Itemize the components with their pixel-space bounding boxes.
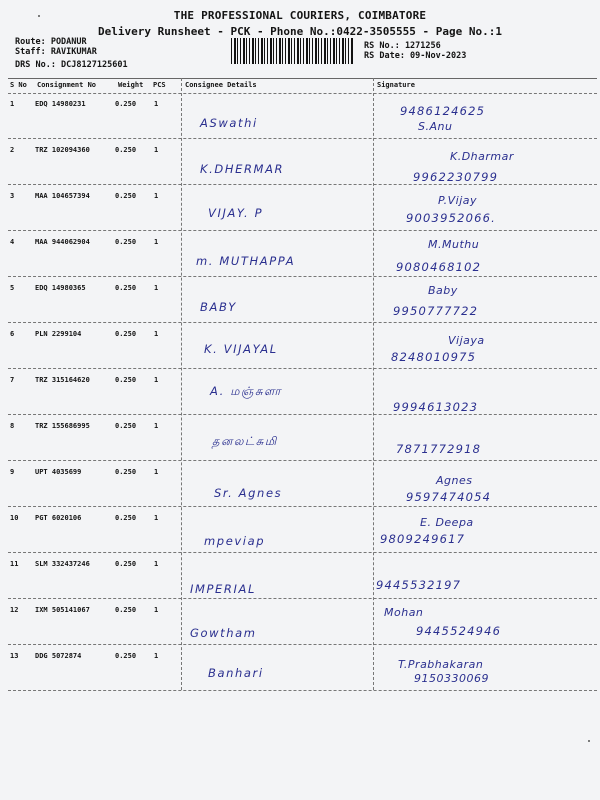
row-consignment: SLM 332437246	[35, 560, 90, 568]
row-sno: 6	[10, 330, 15, 338]
runsheet-subtitle: Delivery Runsheet - PCK - Phone No.:0422-3505555 - Page No.:1	[98, 25, 502, 38]
row-signature-name: S.Anu	[418, 120, 453, 133]
table-row	[8, 460, 597, 507]
row-signature-name: T.Prabhakaran	[398, 658, 484, 671]
col-consignment: Consignment No	[37, 81, 97, 89]
company-title: THE PROFESSIONAL COURIERS, COIMBATORE	[173, 9, 427, 22]
row-signature-name: E. Deepa	[420, 516, 474, 529]
row-weight: 0.250	[115, 652, 137, 660]
row-sno: 9	[10, 468, 15, 476]
row-signature: 9597474054	[406, 490, 492, 504]
row-weight: 0.250	[115, 376, 137, 384]
barcode	[231, 38, 354, 64]
row-signature: 9950777722	[393, 304, 479, 318]
row-consignment: TRZ 102094360	[35, 146, 90, 154]
col-sno: S No	[10, 81, 27, 89]
row-weight: 0.250	[115, 192, 137, 200]
row-sno: 13	[10, 652, 19, 660]
row-pcs: 1	[154, 560, 159, 568]
row-weight: 0.250	[115, 560, 137, 568]
row-consignee: mpeviap	[204, 534, 266, 548]
row-weight: 0.250	[115, 422, 137, 430]
row-consignment: PLN 2299104	[35, 330, 82, 338]
table-row	[8, 644, 597, 691]
row-consignee: Sr. Agnes	[214, 486, 283, 500]
row-weight: 0.250	[115, 330, 137, 338]
row-consignment: MAA 104657394	[35, 192, 90, 200]
row-signature-name: Mohan	[384, 606, 424, 619]
table-row	[8, 598, 597, 645]
staff-label: Staff: RAVIKUMAR	[15, 47, 97, 57]
row-pcs: 1	[154, 376, 159, 384]
row-signature-name: M.Muthu	[428, 238, 480, 251]
row-signature: 7871772918	[396, 442, 482, 456]
row-pcs: 1	[154, 330, 159, 338]
route-label: Route: PODANUR	[15, 37, 87, 47]
rs-date: RS Date: 09-Nov-2023	[364, 51, 467, 61]
row-consignment: EDQ 14980231	[35, 100, 86, 108]
row-consignee: Gowtham	[190, 626, 257, 640]
row-consignment: DDG 5072874	[35, 652, 82, 660]
row-sno: 3	[10, 192, 15, 200]
row-pcs: 1	[154, 284, 159, 292]
row-signature-name: Vijaya	[448, 334, 485, 347]
speck	[38, 15, 40, 17]
row-consignee: ASwathi	[200, 116, 258, 130]
row-pcs: 1	[154, 422, 159, 430]
row-signature: 8248010975	[391, 350, 477, 364]
row-signature-name: Baby	[428, 284, 458, 297]
row-weight: 0.250	[115, 606, 137, 614]
col-pcs: PCS	[153, 81, 166, 89]
row-consignee: IMPERIAL	[190, 582, 256, 596]
row-consignment: TRZ 155686995	[35, 422, 90, 430]
row-sno: 2	[10, 146, 15, 154]
row-signature: 9809249617	[380, 532, 466, 546]
table-row	[8, 184, 597, 231]
row-consignment: UPT 4035699	[35, 468, 82, 476]
col-weight: Weight	[118, 81, 144, 89]
row-consignee: m. MUTHAPPA	[196, 254, 296, 268]
row-consignment: MAA 944062904	[35, 238, 90, 246]
row-weight: 0.250	[115, 514, 137, 522]
row-consignee: BABY	[200, 300, 237, 314]
row-weight: 0.250	[115, 468, 137, 476]
speck	[588, 740, 590, 742]
row-sno: 8	[10, 422, 15, 430]
table-row	[8, 552, 597, 599]
row-sno: 11	[10, 560, 19, 568]
row-pcs: 1	[154, 468, 159, 476]
row-signature-name: Agnes	[436, 474, 473, 487]
row-signature: 9962230799	[413, 170, 499, 184]
col-signature: Signature	[377, 81, 415, 89]
row-sno: 12	[10, 606, 19, 614]
row-signature-name: K.Dharmar	[450, 150, 514, 163]
rs-number: RS No.: 1271256	[364, 41, 441, 51]
row-consignee: K. VIJAYAL	[204, 342, 278, 356]
row-consignment: IXM 505141067	[35, 606, 90, 614]
row-sno: 5	[10, 284, 15, 292]
row-consignee: Banhari	[208, 666, 264, 680]
table-row	[8, 368, 597, 415]
table-row	[8, 230, 597, 277]
row-pcs: 1	[154, 606, 159, 614]
row-signature: 9150330069	[414, 672, 489, 685]
row-pcs: 1	[154, 514, 159, 522]
row-pcs: 1	[154, 100, 159, 108]
table-row	[8, 276, 597, 323]
row-weight: 0.250	[115, 238, 137, 246]
row-pcs: 1	[154, 238, 159, 246]
row-sno: 10	[10, 514, 19, 522]
row-weight: 0.250	[115, 100, 137, 108]
row-pcs: 1	[154, 146, 159, 154]
row-consignee: VIJAY. P	[208, 206, 264, 220]
row-weight: 0.250	[115, 146, 137, 154]
row-pcs: 1	[154, 652, 159, 660]
row-sno: 1	[10, 100, 15, 108]
row-consignment: PGT 6020106	[35, 514, 82, 522]
row-consignment: TRZ 315164620	[35, 376, 90, 384]
row-consignment: EDQ 14980365	[35, 284, 86, 292]
row-signature-name: P.Vijay	[438, 194, 478, 207]
col-consignee: Consignee Details	[185, 81, 257, 89]
row-signature: 9445524946	[416, 624, 502, 638]
table-row	[8, 138, 597, 185]
table-row	[8, 92, 597, 139]
row-consignee: தனலட்சுமி	[212, 434, 278, 448]
row-signature: 9486124625	[400, 104, 486, 118]
row-sno: 4	[10, 238, 15, 246]
row-signature: 9080468102	[396, 260, 482, 274]
row-signature: 9445532197	[376, 578, 462, 592]
row-signature: 9003952066.	[406, 211, 497, 225]
row-consignee: A. மஞ்சுளா	[210, 384, 283, 398]
table-row	[8, 322, 597, 369]
row-sno: 7	[10, 376, 15, 384]
row-signature: 9994613023	[393, 400, 479, 414]
row-pcs: 1	[154, 192, 159, 200]
table-row	[8, 506, 597, 553]
drs-number: DRS No.: DCJ8127125601	[15, 60, 128, 70]
row-weight: 0.250	[115, 284, 137, 292]
table-row	[8, 414, 597, 461]
row-consignee: K.DHERMAR	[200, 162, 285, 176]
